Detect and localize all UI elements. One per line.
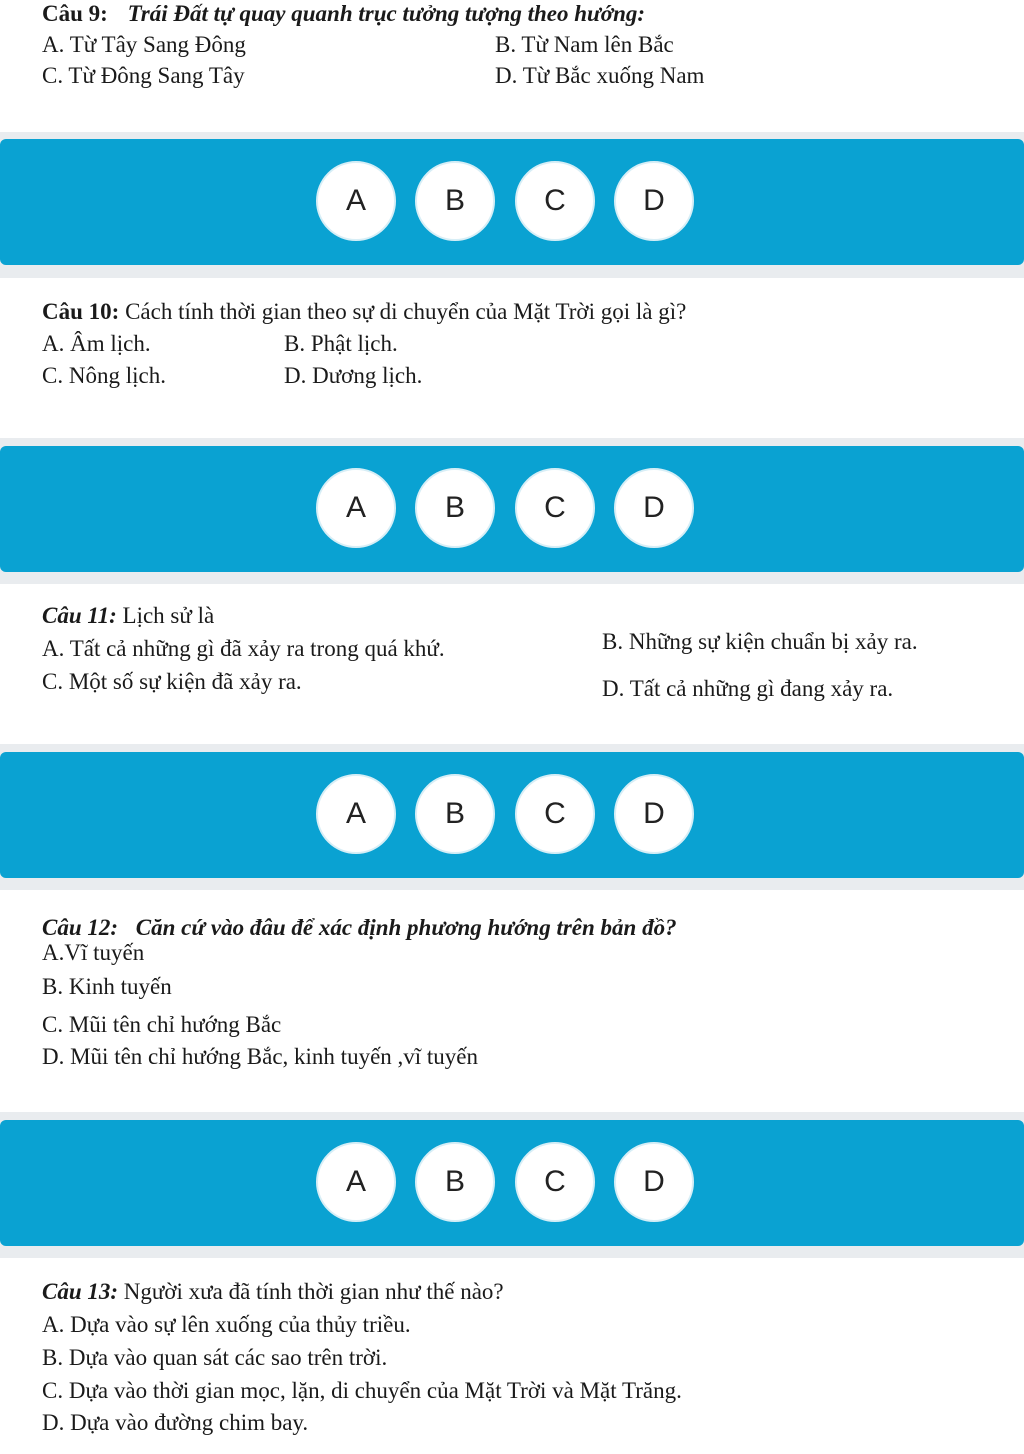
question-11-card [0, 584, 1024, 744]
question-11-option-b: B. Những sự kiện chuẩn bị xảy ra. [602, 629, 918, 654]
answer-bar-12 [0, 1120, 1024, 1246]
answer-10-b-button[interactable]: B [415, 468, 495, 548]
question-13-card [0, 1258, 1024, 1454]
question-10-option-c: C. Nông lịch. [42, 363, 166, 388]
question-13-option-c: C. Dựa vào thời gian mọc, lặn, di chuyển của Mặt Trời và Mặt Trăng. [42, 1378, 682, 1403]
answer-12-b-button[interactable]: B [415, 1142, 495, 1222]
question-9-card [0, 0, 1024, 132]
answer-9-c-button[interactable]: C [515, 161, 595, 241]
question-9-option-b: B. Từ Nam lên Bắc [495, 32, 674, 57]
question-13-text: Người xưa đã tính thời gian như thế nào? [123, 1279, 504, 1304]
question-10-option-a: A. Âm lịch. [42, 331, 151, 356]
answer-11-d-button[interactable]: D [614, 774, 694, 854]
question-13-option-a: A. Dựa vào sự lên xuống của thủy triều. [42, 1312, 411, 1337]
question-10-header [42, 298, 686, 326]
question-13-option-b: B. Dựa vào quan sát các sao trên trời. [42, 1345, 388, 1370]
question-11-label: Câu 11: [42, 603, 117, 628]
answer-11-c-button[interactable]: C [515, 774, 595, 854]
answer-9-d-button[interactable]: D [614, 161, 694, 241]
question-9-header [42, 0, 645, 28]
question-13-option-d: D. Dựa vào đường chim bay. [42, 1410, 309, 1435]
answer-9-a-button[interactable]: A [316, 161, 396, 241]
question-11-option-a: A. Tất cả những gì đã xảy ra trong quá khứ. [42, 636, 445, 661]
question-12-option-a: A.Vĩ tuyến [42, 940, 145, 965]
question-11-text: Lịch sử là [122, 603, 215, 628]
question-9-option-d: D. Từ Bắc xuống Nam [495, 63, 705, 88]
question-10-text: Cách tính thời gian theo sự di chuyển của Mặt Trời gọi là gì? [125, 299, 687, 324]
answer-10-d-button[interactable]: D [614, 468, 694, 548]
answer-11-a-button[interactable]: A [316, 774, 396, 854]
question-13-header [42, 1278, 504, 1306]
answer-bar-10 [0, 446, 1024, 572]
answer-bar-9 [0, 139, 1024, 265]
question-9-option-c: C. Từ Đông Sang Tây [42, 63, 245, 88]
question-12-label: Câu 12: [42, 915, 119, 940]
question-9-option-a: A. Từ Tây Sang Đông [42, 32, 246, 57]
answer-12-d-button[interactable]: D [614, 1142, 694, 1222]
question-10-card [0, 278, 1024, 438]
question-11-header [42, 602, 214, 630]
question-12-text: Căn cứ vào đâu để xác định phương hướng trên bản đồ? [135, 915, 677, 940]
answer-12-a-button[interactable]: A [316, 1142, 396, 1222]
question-12-option-c: C. Mũi tên chỉ hướng Bắc [42, 1012, 282, 1037]
answer-11-b-button[interactable]: B [415, 774, 495, 854]
question-12-option-b: B. Kinh tuyến [42, 974, 172, 999]
answer-12-c-button[interactable]: C [515, 1142, 595, 1222]
answer-10-a-button[interactable]: A [316, 468, 396, 548]
question-11-option-c: C. Một số sự kiện đã xảy ra. [42, 669, 302, 694]
question-12-card [0, 890, 1024, 1112]
question-10-option-d: D. Dương lịch. [284, 363, 423, 388]
question-13-label: Câu 13: [42, 1279, 119, 1304]
question-10-option-b: B. Phật lịch. [284, 331, 398, 356]
answer-bar-11 [0, 752, 1024, 878]
answer-10-c-button[interactable]: C [515, 468, 595, 548]
question-10-label: Câu 10: [42, 299, 120, 324]
question-12-header [42, 914, 677, 942]
answer-9-b-button[interactable]: B [415, 161, 495, 241]
question-12-option-d: D. Mũi tên chỉ hướng Bắc, kinh tuyến ,vĩ tuyến [42, 1044, 479, 1069]
question-9-label: Câu 9: [42, 1, 108, 26]
question-9-text: Trái Đất tự quay quanh trục tưởng tượng theo hướng: [127, 1, 646, 26]
question-11-option-d: D. Tất cả những gì đang xảy ra. [602, 676, 894, 701]
